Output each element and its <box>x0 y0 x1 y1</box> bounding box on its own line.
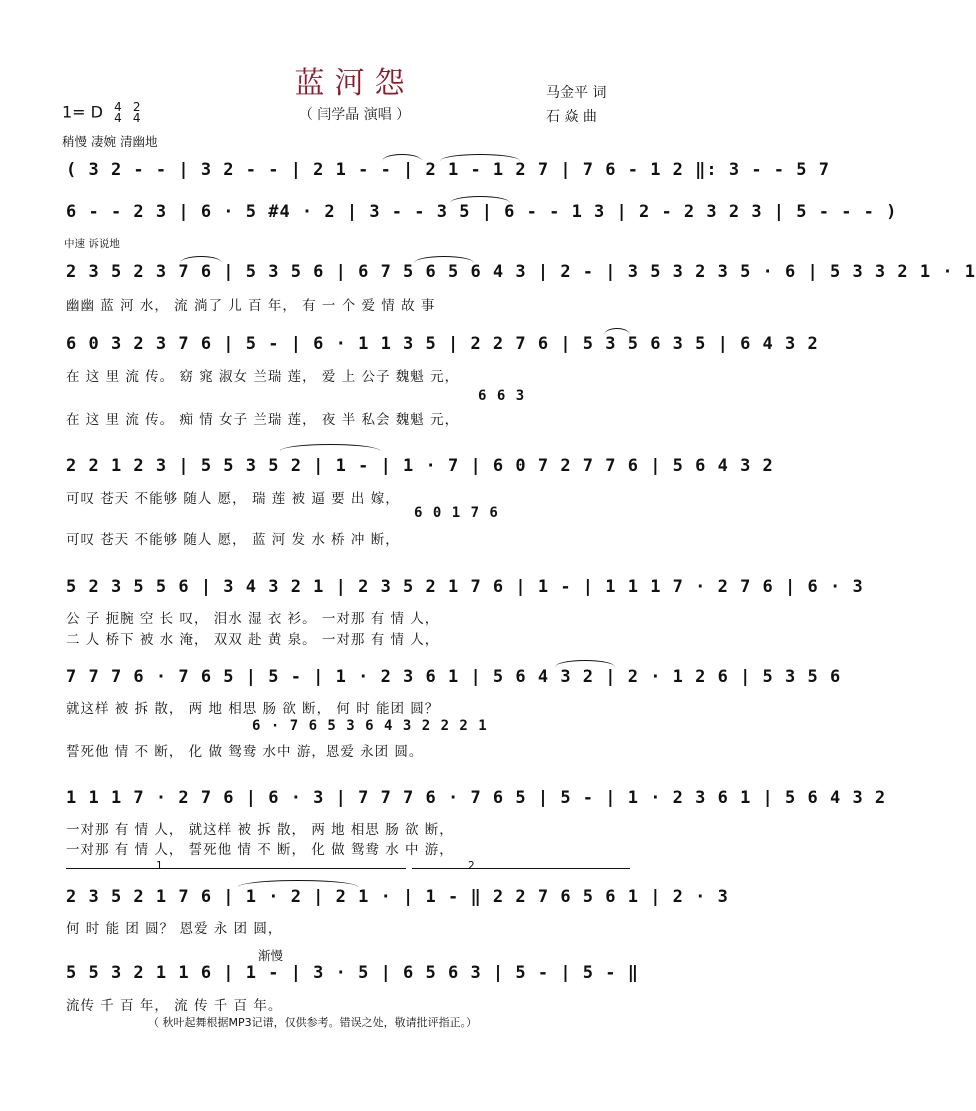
alternate-notes: 6 6 3 <box>478 388 526 404</box>
volta-label-2: 2 <box>468 860 475 872</box>
slur-mark <box>604 328 630 335</box>
volta-bracket-1 <box>66 868 406 869</box>
lyric-line: 誓死他 情 不 断， 化 做 鸳鸯 水中 游，恩爱 永团 圆。 <box>66 744 424 760</box>
time-signature-2: 2 4 <box>132 100 141 125</box>
staff-line-8: 1 1 1 7 · 2 7 6 | 6 · 3 | 7 7 7 6 · 7 6 5 | 5 - | 1 · 2 3 6 1 | 5 6 4 3 2 <box>66 788 887 808</box>
lyric-line: 一对那 有 情 人， 誓死他 情 不 断， 化 做 鸳鸯 水 中 游， <box>66 842 454 858</box>
lyric-line: 流传 千 百 年， 流 传 千 百 年。 <box>66 998 283 1014</box>
footer-note: （ 秋叶起舞根据MP3记谱，仅供参考。错误之处，敬请批评指正。） <box>148 1016 478 1029</box>
lyric-line: 何 时 能 团 圆？ 恩爱 永 团 圆， <box>66 921 283 937</box>
tie-mark <box>238 880 358 887</box>
alternate-notes: 6 · 7 6 5 3 6 4 3 2 2 2 1 <box>252 718 488 734</box>
staff-line-5: 2 2 1 2 3 | 5 5 3 5 2 | 1 - | 1 · 7 | 6 0 7 2 7 7 6 | 5 6 4 3 2 <box>66 456 774 476</box>
lyric-line: 在 这 里 流 传。 痴 情 女子 兰瑞 莲， 夜 半 私会 魏魁 元， <box>66 412 460 428</box>
key-label: 1= D <box>62 102 103 122</box>
lyric-line: 在 这 里 流 传。 窈 窕 淑女 兰瑞 莲， 爱 上 公子 魏魁 元， <box>66 369 460 385</box>
lyric-line: 公 子 扼腕 空 长 叹， 泪水 湿 衣 衫。 一对那 有 情 人， <box>66 611 440 627</box>
lyric-line: 幽幽 蓝 河 水， 流 淌了 儿 百 年， 有 一 个 爱 情 故 事 <box>66 298 436 314</box>
volta-bracket-2 <box>412 868 630 869</box>
alternate-notes: 6 0 1 7 6 <box>414 505 499 521</box>
key-signature <box>62 102 140 124</box>
tempo-marking-coda: 渐慢 <box>258 948 284 963</box>
tie-mark <box>280 444 380 451</box>
slur-mark <box>555 660 615 667</box>
lyric-line: 一对那 有 情 人， 就这样 被 拆 散， 两 地 相思 肠 欲 断， <box>66 822 454 838</box>
staff-line-3: 2 3 5 2 3 7 6 | 5 3 5 6 | 6 7 5 6 5 6 4 3 | 2 - | 3 5 3 2 3 5 · 6 | 5 3 3 2 1 · 1 <box>66 262 976 282</box>
time-signature-1: 4 4 <box>114 100 122 125</box>
tempo-marking-verse: 中速 诉说地 <box>64 238 120 250</box>
staff-line-2: 6 - - 2 3 | 6 · 5 #4 · 2 | 3 - - 3 5 | 6 - - 1 3 | 2 - 2 3 2 3 | 5 - - - ) <box>66 202 898 222</box>
tempo-marking-intro: 稍慢 凄婉 清幽地 <box>62 134 158 149</box>
staff-line-7: 7 7 7 6 · 7 6 5 | 5 - | 1 · 2 3 6 1 | 5 6 4 3 2 | 2 · 1 2 6 | 5 3 5 6 <box>66 667 842 687</box>
singer-credit: （ 闫学晶 演唱 ） <box>298 107 411 123</box>
staff-line-9: 2 3 5 2 1 7 6 | 1 · 2 | 2 1 · | 1 - ‖ 2 2 7 6 5 6 1 | 2 · 3 <box>66 887 729 907</box>
lyric-line: 可叹 苍天 不能够 随人 愿， 瑞 莲 被 逼 要 出 嫁， <box>66 491 400 507</box>
song-title: 蓝河怨 <box>294 66 415 101</box>
lyricist-credit: 马金平 词 <box>546 85 607 101</box>
slur-mark <box>440 154 520 161</box>
lyric-line: 二 人 桥下 被 水 淹， 双双 赴 黄 泉。 一对那 有 情 人， <box>66 632 440 648</box>
staff-line-4: 6 0 3 2 3 7 6 | 5 - | 6 · 1 1 3 5 | 2 2 7 6 | 5 3 5 6 3 5 | 6 4 3 2 <box>66 334 819 354</box>
volta-label-1: 1 <box>156 860 163 872</box>
lyric-line: 可叹 苍天 不能够 随人 愿， 蓝 河 发 水 桥 冲 断， <box>66 532 400 548</box>
composer-credit: 石 焱 曲 <box>546 109 597 125</box>
staff-line-6: 5 2 3 5 5 6 | 3 4 3 2 1 | 2 3 5 2 1 7 6 | 1 - | 1 1 1 7 · 2 7 6 | 6 · 3 <box>66 577 864 597</box>
staff-line-10: 5 5 3 2 1 1 6 | 1 - | 3 · 5 | 6 5 6 3 | 5 - | 5 - ‖ <box>66 963 639 983</box>
staff-line-1: ( 3 2 - - | 3 2 - - | 2 1 - - | 2 1 - 1 2 7 | 7 6 - 1 2 ‖: 3 - - 5 7 <box>66 160 830 180</box>
slur-mark <box>450 196 510 203</box>
slur-mark <box>382 154 422 161</box>
slur-mark <box>414 256 474 263</box>
slur-mark <box>180 256 222 263</box>
lyric-line: 就这样 被 拆 散， 两 地 相思 肠 欲 断， 何 时 能团 圆？ <box>66 701 440 717</box>
